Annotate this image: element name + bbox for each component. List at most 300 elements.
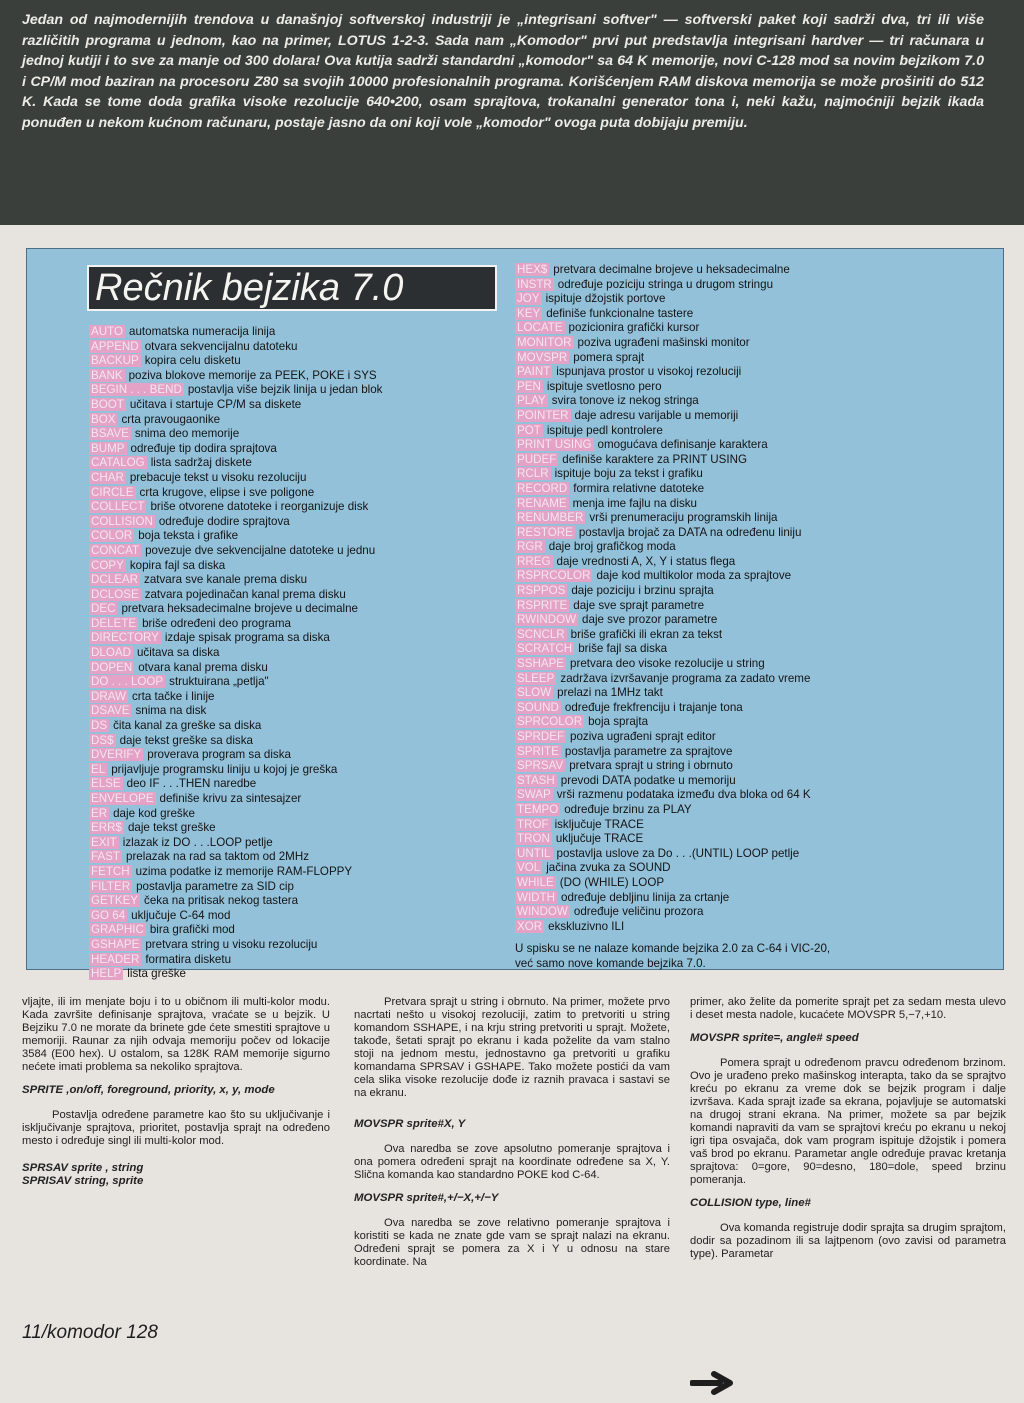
glossary-entry <box>89 836 529 851</box>
command-keyword: FILTER <box>91 879 131 893</box>
glossary-entry <box>515 613 985 628</box>
command-keyword: RSPRITE <box>517 598 568 612</box>
command-keyword: TROF <box>517 817 549 831</box>
glossary-entry <box>89 719 529 734</box>
command-keyword: EXIT <box>91 835 117 849</box>
command-description: isključuje TRACE <box>554 817 644 831</box>
command-keyword: EL <box>91 762 106 776</box>
command-description: određuje brzinu za PLAY <box>564 802 692 816</box>
command-description: postavlja uslove za Do . . .(UNTIL) LOOP petlje <box>556 846 800 860</box>
command-keyword: BOX <box>91 412 116 426</box>
paragraph: Pretvara sprajt u string i obrnuto. Na primer, možete prvo nacrtati nešto u visokoj rezoluciji, zatim to pretvoriti u string komandom SSHAPE, i na krju string pretvoriti u sprajt. Možete, takođe, šetati sprajt po ekranu i kada poželite da vam stalno stoji na jednom mestu, jednostavno ga pretvoriti u grafiku komandama SPRSAV i GSHAPE. Tako možete postići da vam cela slika visoke rezolucije dođe iz raznih pravaca i sastavi se na ekranu. <box>354 996 670 1099</box>
command-keyword: VOL <box>517 861 541 875</box>
command-keyword: STASH <box>517 773 555 787</box>
command-keyword: RENUMBER <box>517 511 584 525</box>
glossary-entry <box>89 675 529 690</box>
command-keyword: BUMP <box>91 441 125 455</box>
command-description: daje broj grafičkog moda <box>548 540 676 554</box>
command-description: poziva blokove memorije za PEEK, POKE i SYS <box>128 368 377 382</box>
command-keyword: CATALOG <box>91 456 145 470</box>
command-keyword: SSHAPE <box>517 657 565 671</box>
command-keyword: TEMPO <box>517 802 559 816</box>
command-description: prebacuje tekst u visoku rezoluciju <box>129 470 307 484</box>
glossary-entry <box>515 453 985 468</box>
glossary-entry <box>89 544 529 559</box>
glossary-entry <box>515 745 985 760</box>
glossary-entry <box>89 398 529 413</box>
command-keyword: DRAW <box>91 689 126 703</box>
glossary-title: Rečnik bejzika 7.0 <box>87 265 497 311</box>
command-description: izdaje spisak programa sa diska <box>164 631 330 645</box>
command-description: određuje debljinu linija za crtanje <box>561 890 730 904</box>
command-description: svira tonove iz nekog stringa <box>551 394 699 408</box>
command-keyword: SPRSAV <box>517 759 564 773</box>
glossary-entry <box>515 642 985 657</box>
command-keyword: GRAPHIC <box>91 923 144 937</box>
glossary-entry <box>89 340 529 355</box>
glossary-entry <box>515 672 985 687</box>
command-description: izlazak iz DO . . .LOOP petlje <box>122 835 273 849</box>
command-description: bira grafički mod <box>149 923 235 937</box>
glossary-entry <box>89 500 529 515</box>
command-heading: MOVSPR sprite#,+/−X,+/−Y <box>354 1192 499 1204</box>
command-description: postavlja parametre za SID cip <box>136 879 294 893</box>
command-description: zadržava izvršavanje programa za zadato vreme <box>560 671 811 685</box>
command-description: formira relativne datoteke <box>573 481 705 495</box>
command-description: boja sprajta <box>588 715 649 729</box>
glossary-entry <box>89 850 529 865</box>
glossary-entry <box>515 818 985 833</box>
command-keyword: RENAME <box>517 496 567 510</box>
command-keyword: MOVSPR <box>517 350 568 364</box>
command-keyword: DSAVE <box>91 704 130 718</box>
command-keyword: WHILE <box>517 875 554 889</box>
command-description: formatira disketu <box>145 952 232 966</box>
glossary-entry <box>89 704 529 719</box>
glossary-entry <box>89 821 529 836</box>
glossary-entry <box>89 559 529 574</box>
glossary-entry <box>89 471 529 486</box>
command-description: pretvara decimalne brojeve u heksadecimalne <box>553 263 790 276</box>
command-description: zatvara pojedinačan kanal prema disku <box>144 587 346 601</box>
glossary-entry <box>515 920 985 935</box>
command-keyword: WINDOW <box>517 905 568 919</box>
command-description: lista greške <box>127 967 186 981</box>
glossary-entry <box>89 427 529 442</box>
command-keyword: RSPRCOLOR <box>517 569 591 583</box>
glossary-entry <box>89 354 529 369</box>
command-description: učitava sa diska <box>136 646 220 660</box>
command-heading: SPRISAV string, sprite <box>22 1175 144 1187</box>
command-keyword: POINTER <box>517 408 569 422</box>
glossary-entry <box>515 526 985 541</box>
command-keyword: LOCATE <box>517 321 563 335</box>
command-keyword: RSPPOS <box>517 584 566 598</box>
glossary-entry <box>89 617 529 632</box>
glossary-entry <box>89 588 529 603</box>
command-keyword: SPRDEF <box>517 730 565 743</box>
command-keyword: RCLR <box>517 467 549 481</box>
glossary-entry <box>89 734 529 749</box>
command-description: određuje tip dodira sprajtova <box>130 441 277 455</box>
command-description: prevodi DATA podatke u memoriju <box>560 773 736 787</box>
command-keyword: GSHAPE <box>91 937 140 951</box>
command-description: daje adresu varijable u memoriji <box>574 408 739 422</box>
command-keyword: DELETE <box>91 616 137 630</box>
command-keyword: BSAVE <box>91 427 129 441</box>
command-keyword: DEC <box>91 602 116 616</box>
command-keyword: TRON <box>517 832 550 846</box>
command-keyword: CHAR <box>91 470 124 484</box>
glossary-right-list <box>515 263 985 972</box>
command-keyword: XOR <box>517 919 543 933</box>
paragraph: primer, ako želite da pomerite sprajt pet za sedam mesta ulevo i deset mesta nadole, kucaćete MOVSPR 5,−7,+10. <box>690 996 1006 1021</box>
command-description: omogućava definisanje karaktera <box>597 438 768 452</box>
command-keyword: DOPEN <box>91 660 133 674</box>
command-description: snima deo memorije <box>134 427 240 441</box>
command-keyword: PUDEF <box>517 452 557 466</box>
command-description: daje vrednosti A, X, Y i status flega <box>556 554 736 568</box>
glossary-entry <box>515 730 985 745</box>
glossary-entry <box>515 365 985 380</box>
glossary-entry <box>89 953 529 968</box>
command-keyword: SWAP <box>517 788 551 802</box>
command-description: pretvara heksadecimalne brojeve u decimalne <box>121 602 359 616</box>
command-description: čita kanal za greške sa diska <box>113 719 262 733</box>
command-keyword: JOY <box>517 292 540 306</box>
glossary-entry <box>89 573 529 588</box>
command-description: ekskluzivno ILI <box>548 919 625 933</box>
command-heading: SPRSAV sprite , string <box>22 1162 144 1174</box>
command-keyword: SPRITE <box>517 744 559 758</box>
glossary-entry <box>515 774 985 789</box>
command-keyword: HELP <box>91 967 122 981</box>
command-keyword: CONCAT <box>91 543 140 557</box>
command-keyword: RWINDOW <box>517 613 577 627</box>
glossary-entry <box>515 424 985 439</box>
command-keyword: SLOW <box>517 686 552 700</box>
glossary-entry <box>515 380 985 395</box>
glossary-entry <box>515 321 985 336</box>
glossary-entry <box>89 413 529 428</box>
glossary-entry <box>515 438 985 453</box>
glossary-entry <box>515 803 985 818</box>
command-keyword: FETCH <box>91 864 130 878</box>
command-description: ispituje svetlosno pero <box>546 379 662 393</box>
paragraph: Pomera sprajt u određenom pravcu određenom brzinom. Ovo je urađeno preko mašinskog interapta, tako da se sprajtvo kreću po ekranu za vreme dok se bejzik program i dalje izvršava. Kada sprajt izađe sa ekrana, pojavljuje se automatski na drugoj strani ekrana. Na primer, možete sa par bejzik komandi napraviti da vam se sprajtovi kreću po ekranu u nekoj igri tipa osvajača, dok vam program ispituje džojstik i pomera vaš brod po ekranu. Parametar angle određuje pravac kretanja sprajtova: 0=gore, 90=desno, 180=dole, speed brzinu pomeranja. <box>690 1057 1006 1186</box>
glossary-panel <box>26 248 1004 981</box>
command-description: čeka na pritisak nekog tastera <box>144 894 299 908</box>
command-keyword: DS <box>91 719 108 733</box>
command-description: vrši razmenu podataka između dva bloka od 64 K <box>556 788 811 802</box>
glossary-entry <box>89 383 529 398</box>
command-description: kopira fajl sa diska <box>129 558 226 572</box>
glossary-entry <box>515 511 985 526</box>
command-keyword: SCRATCH <box>517 642 573 656</box>
command-keyword: BEGIN . . . BEND <box>91 383 182 397</box>
command-keyword: MONITOR <box>517 335 572 349</box>
command-description: daje sve prozor parametre <box>582 613 718 627</box>
glossary-entry <box>89 690 529 705</box>
command-description: uzima podatke iz memorije RAM-FLOPPY <box>135 864 353 878</box>
command-description: briše fajl sa diska <box>578 642 668 656</box>
command-description: otvara kanal prema disku <box>138 660 268 674</box>
glossary-entry <box>89 661 529 676</box>
command-keyword: HEADER <box>91 952 140 966</box>
command-description: daje tekst greške <box>127 821 216 835</box>
command-description: definiše funkcionalne tastere <box>546 306 694 320</box>
glossary-entry <box>89 529 529 544</box>
command-description: postavlja brojač za DATA na određenu liniju <box>578 525 802 539</box>
command-keyword: DIRECTORY <box>91 631 159 645</box>
command-keyword: SPRCOLOR <box>517 715 583 729</box>
glossary-entry <box>89 807 529 822</box>
paragraph: Ova naredba se zove apsolutno pomeranje sprajtova i ona pomera određeni sprajt na koordinate određene sa X, Y. Slična komanda kao standardno POKE kod C-64. <box>354 1143 670 1181</box>
command-keyword: BOOT <box>91 397 124 411</box>
command-description: prelazi na 1MHz takt <box>557 686 663 700</box>
command-description: postavlja parametre za sprajtove <box>564 744 733 758</box>
command-description: briše određeni deo programa <box>142 616 291 630</box>
command-keyword: UNTIL <box>517 846 551 860</box>
glossary-entry <box>515 847 985 862</box>
glossary-entry <box>515 861 985 876</box>
glossary-entry <box>89 923 529 938</box>
command-description: lista sadržaj diskete <box>150 456 252 470</box>
command-keyword: KEY <box>517 306 541 320</box>
command-heading: MOVSPR sprite=, angle# speed <box>690 1032 859 1044</box>
intro-banner <box>0 0 1024 225</box>
command-description: uključuje TRACE <box>555 832 644 846</box>
command-keyword: COLOR <box>91 529 133 543</box>
glossary-entry <box>89 325 529 340</box>
command-description: ispituje pedl kontrolere <box>546 423 663 437</box>
glossary-entry <box>89 967 529 982</box>
glossary-entry <box>515 569 985 584</box>
command-description: ispituje džojstik portove <box>545 292 666 306</box>
command-description: jačina zvuka za SOUND <box>546 861 671 875</box>
command-keyword: COPY <box>91 558 124 572</box>
page-number: 11/komodor 128 <box>22 1322 158 1343</box>
command-keyword: PAINT <box>517 365 551 379</box>
command-description: prelazak na rad sa taktom od 2MHz <box>126 850 310 864</box>
glossary-entry <box>89 456 529 471</box>
glossary-entry <box>515 409 985 424</box>
glossary-entry <box>515 599 985 614</box>
command-keyword: SOUND <box>517 700 559 714</box>
command-description: daje sve sprajt parametre <box>573 598 705 612</box>
glossary-entry <box>89 777 529 792</box>
glossary-entry <box>89 865 529 880</box>
command-keyword: PRINT USING <box>517 438 592 452</box>
glossary-entry <box>89 631 529 646</box>
command-description: postavlja više bejzik linija u jedan blok <box>187 383 383 397</box>
command-description: deo IF . . .THEN naredbe <box>126 777 257 791</box>
glossary-entry <box>515 307 985 322</box>
glossary-entry <box>89 646 529 661</box>
glossary-entry <box>515 891 985 906</box>
command-keyword: APPEND <box>91 339 139 353</box>
command-description: određuje dodire sprajtova <box>158 514 290 528</box>
glossary-entry <box>515 905 985 920</box>
command-description: poziva ugrađeni sprajt editor <box>570 730 716 743</box>
glossary-entry <box>515 394 985 409</box>
command-description: boja teksta i grafike <box>138 529 239 543</box>
command-description: pomera sprajt <box>573 350 645 364</box>
glossary-entry <box>515 584 985 599</box>
command-keyword: BANK <box>91 368 123 382</box>
glossary-entry <box>515 555 985 570</box>
glossary-entry <box>515 657 985 672</box>
command-description: učitava i startuje CP/M sa diskete <box>129 397 302 411</box>
command-description: određuje veličinu prozora <box>573 905 704 919</box>
glossary-entry <box>515 336 985 351</box>
command-description: daje kod greške <box>113 806 195 820</box>
command-description: pozicionira grafički kursor <box>568 321 700 335</box>
command-description: briše otvorene datoteke i reorganizuje disk <box>150 500 369 514</box>
command-description: povezuje dve sekvencijalne datoteke u jednu <box>145 543 376 557</box>
command-keyword: WIDTH <box>517 890 555 904</box>
command-description: uključuje C-64 mod <box>131 908 231 922</box>
command-heading: MOVSPR sprite#X, Y <box>354 1118 466 1130</box>
glossary-entry <box>89 515 529 530</box>
glossary-entry <box>515 467 985 482</box>
glossary-entry <box>89 369 529 384</box>
glossary-entry <box>515 701 985 716</box>
command-keyword: RESTORE <box>517 525 573 539</box>
command-description: prijavljuje programsku liniju u kojoj je greška <box>111 762 338 776</box>
paragraph: Ova naredba se zove relativno pomeranje sprajtova i koristiti se kada ne znate gde vam se sprajt nalazi na ekranu. Određeni sprajt se pomera za X i Y u odnosu na stare koordinate. Na <box>354 1217 670 1268</box>
glossary-entry <box>515 832 985 847</box>
article-column-1 <box>22 996 330 1200</box>
command-keyword: PEN <box>517 379 541 393</box>
glossary-entry <box>89 763 529 778</box>
glossary-entry <box>89 792 529 807</box>
command-keyword: AUTO <box>91 325 123 338</box>
paragraph: Ova komanda registruje dodir sprajta sa drugim sprajtom, dodir sa pozadinom ili sa lajtpenom (ovo zavisi od parametra type). Parametar <box>690 1222 1006 1260</box>
paragraph: vljajte, ili im menjate boju i to u običnom ili multi-kolor modu. Kada završite definisanje sprajtova, vraćate se u bejzik. U Bejziku 7.0 ne morate da brinete gde ćete smestiti sprajtove u memoriji. Raunar za njih odvaja memoriju počev od lokacije 3584 (E00 hex). U ostalom, sa 128K RAM memorije sigurno nećete imati problema sa nekoliko sprajtova. <box>22 996 330 1073</box>
command-keyword: GETKEY <box>91 894 139 908</box>
command-description: crta krugove, elipse i sve poligone <box>139 485 315 499</box>
command-keyword: COLLISION <box>91 514 153 528</box>
command-keyword: PLAY <box>517 394 546 408</box>
article-column-2 <box>354 996 670 1278</box>
command-description: ispunjava prostor u visokoj rezoluciji <box>556 365 742 379</box>
command-description: daje tekst greške sa diska <box>119 733 253 747</box>
command-description: otvara sekvencijalnu datoteku <box>144 339 298 353</box>
glossary-entry <box>515 759 985 774</box>
command-description: definiše karaktere za PRINT USING <box>562 452 748 466</box>
command-description: kopira celu disketu <box>144 354 241 368</box>
paragraph: Postavlja određene parametre kao što su uključivanje i isključivanje sprajtova, prioritet, postavlja sprajt na određeno mesto i određuje singl ili multi-kolor mod. <box>22 1109 330 1147</box>
glossary-entry <box>515 263 985 278</box>
command-description: crta pravougaonike <box>121 412 221 426</box>
glossary-entry <box>515 876 985 891</box>
glossary-note: U spisku se ne nalaze komande bejzika 2.0 za C-64 i VIC-20, već samo nove komande bejzika 7.0. <box>515 942 831 970</box>
glossary-entry <box>89 909 529 924</box>
glossary-entry <box>515 278 985 293</box>
command-keyword: BACKUP <box>91 354 139 368</box>
glossary-entry <box>89 880 529 895</box>
glossary-left-list <box>89 325 529 982</box>
command-description: vrši prenumeraciju programskih linija <box>589 511 778 525</box>
glossary-entry <box>89 748 529 763</box>
command-keyword: FAST <box>91 850 120 864</box>
command-description: crta tačke i linije <box>132 689 215 703</box>
arrow-right-icon <box>690 1370 734 1396</box>
article-column-3 <box>690 996 1006 1270</box>
glossary-entry <box>515 628 985 643</box>
command-keyword: GO 64 <box>91 908 126 922</box>
command-description: poziva ugrađeni mašinski monitor <box>577 335 750 349</box>
intro-text: Jedan od najmodernijih trendova u današnjoj softverskoj industriji je „integrisani softver" — softverski paket koji sadrži dva, tri ili više različitih programa u jednom, kao na primer, LOTUS 1-2-3. Sada nam „Komodor" prvi put predstavlja integrisani hardver — tri računara u jednoj kutiji i to sve za manje od 300 dolara! Ova kutija sadrži standardni „komodor" sa 64 K memorije, novi C-128 mod sa novim bejzikom 7.0 i CP/M mod baziran na procesoru Z80 sa svojih 10000 profesionalnih programa. Korišćenjem RAM diskova memorija se može proširiti do 512 K. Kada se tome doda grafika visoke rezolucije 640•200, osam sprajtova, trokanalni generator tona i, neki kažu, najmoćniji bejzik ikada ponuđen u nekom kućnom računaru, postaje jasno da oni koji vole „komodor" ovoga puta dobijaju premiju. <box>22 12 984 131</box>
command-keyword: INSTR <box>517 277 552 291</box>
command-keyword: HEX$ <box>517 263 548 276</box>
command-description: definiše krivu za sintesajzer <box>159 792 302 805</box>
command-description: briše grafički ili ekran za tekst <box>570 627 723 641</box>
glossary-entry <box>89 938 529 953</box>
glossary-entry <box>515 292 985 307</box>
glossary-entry <box>515 482 985 497</box>
command-keyword: POT <box>517 423 541 437</box>
command-keyword: ELSE <box>91 777 121 791</box>
command-keyword: ER <box>91 806 108 820</box>
command-description: (DO (WHILE) LOOP <box>559 875 665 889</box>
command-keyword: RREG <box>517 554 551 568</box>
command-description: daje poziciju i brzinu sprajta <box>571 584 714 598</box>
command-description: menja ime fajlu na disku <box>572 496 697 510</box>
command-heading: COLLISION type, line# <box>690 1197 811 1209</box>
glossary-entry <box>515 788 985 803</box>
command-description: snima na disk <box>135 704 207 718</box>
command-keyword: DCLEAR <box>91 573 139 587</box>
command-keyword: DCLOSE <box>91 587 139 601</box>
glossary-entry <box>89 486 529 501</box>
command-description: proverava program sa diska <box>147 748 291 762</box>
glossary-entry <box>515 351 985 366</box>
command-keyword: DS$ <box>91 733 114 747</box>
command-keyword: COLLECT <box>91 500 145 514</box>
glossary-entry <box>89 602 529 617</box>
command-keyword: DLOAD <box>91 646 131 660</box>
command-keyword: CIRCLE <box>91 485 134 499</box>
command-keyword: ERR$ <box>91 821 122 835</box>
glossary-entry <box>515 540 985 555</box>
command-description: struktuirana „petlja" <box>169 675 269 689</box>
glossary-entry <box>515 497 985 512</box>
command-heading: SPRITE ,on/off, foreground, priority, x, y, mode <box>22 1084 275 1096</box>
command-keyword: SLEEP <box>517 671 555 685</box>
command-keyword: DO . . . LOOP <box>91 675 164 689</box>
command-keyword: ENVELOPE <box>91 792 154 805</box>
command-description: određuje poziciju stringa u drugom stringu <box>557 277 774 291</box>
glossary-entry <box>89 894 529 909</box>
glossary-entry <box>515 715 985 730</box>
command-keyword: RECORD <box>517 481 568 495</box>
command-description: pretvara sprajt u string i obrnuto <box>569 759 733 773</box>
command-description: ispituje boju za tekst i grafiku <box>554 467 703 481</box>
command-description: pretvara deo visoke rezolucije u string <box>570 657 765 671</box>
command-keyword: SCNCLR <box>517 627 565 641</box>
glossary-entry <box>89 442 529 457</box>
command-description: automatska numeracija linija <box>129 325 276 338</box>
command-description: zatvara sve kanale prema disku <box>144 573 308 587</box>
glossary-entry <box>515 686 985 701</box>
command-keyword: RGR <box>517 540 543 554</box>
command-description: određuje frekfrenciju i trajanje tona <box>564 700 743 714</box>
command-description: pretvara string u visoku rezoluciju <box>145 937 318 951</box>
command-description: daje kod multikolor moda za sprajtove <box>596 569 792 583</box>
command-keyword: DVERIFY <box>91 748 142 762</box>
